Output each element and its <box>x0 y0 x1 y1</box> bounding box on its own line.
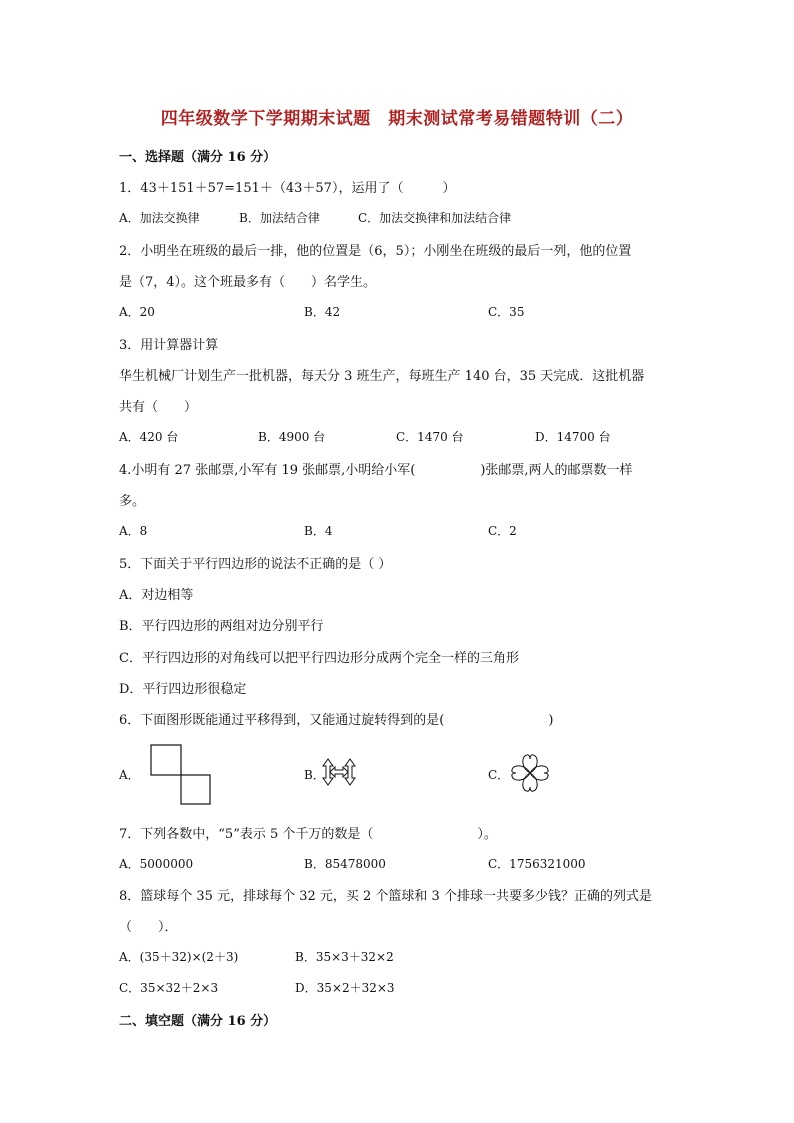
question-8-line-2: （ ）． <box>119 920 178 935</box>
two-squares-figure <box>150 744 212 806</box>
q7-option-a: A．5000000 <box>119 857 194 871</box>
question-3-stem: 3．用计算器计算 <box>119 338 219 353</box>
four-leaf-clover-figure <box>507 750 553 796</box>
question-2-line-2: 是（7，4）。这个班最多有（ ）名学生。 <box>119 275 377 290</box>
q8-option-c: C．35×32＋2×3 <box>119 981 219 995</box>
question-7-stem: 7．下列各数中，“5”表示 5 个千万的数是（ ）。 <box>119 827 497 842</box>
question-1-stem: 1．43＋151＋57=151＋（43＋57），运用了（ ） <box>119 181 456 196</box>
q4-option-c: C．2 <box>488 524 517 538</box>
q5-option-d: D．平行四边形很稳定 <box>119 682 247 697</box>
q1-option-b: B．加法结合律 <box>239 211 320 225</box>
q4-option-a: A．8 <box>119 524 148 538</box>
question-6-stem: 6．下面图形既能通过平移得到，又能通过旋转得到的是( ) <box>119 713 554 728</box>
page-title: 四年级数学下学期期末试题 期末测试常考易错题特训（二） <box>160 109 634 129</box>
q3-option-d: D．14700 台 <box>535 430 611 444</box>
question-2-line-1: 2．小明坐在班级的最后一排，他的位置是（6，5）；小刚坐在班级的最后一列，他的位置 <box>119 244 632 259</box>
question-5-stem: 5．下面关于平行四边形的说法不正确的是（ ） <box>119 557 392 572</box>
question-3-line-2: 共有（ ） <box>119 400 198 415</box>
q3-option-a: A．420 台 <box>119 430 179 444</box>
q8-option-a: A．(35＋32)×(2＋3) <box>119 950 239 964</box>
q6-option-c: C． <box>488 768 510 782</box>
q8-option-b: B．35×3＋32×2 <box>295 950 394 964</box>
q3-option-c: C．1470 台 <box>396 430 464 444</box>
arrow-pattern-figure <box>322 757 356 787</box>
section-heading-choice: 一、选择题（满分 16 分） <box>119 150 277 165</box>
question-4-line-2: 多。 <box>119 494 146 509</box>
q5-option-b: B．平行四边形的两组对边分别平行 <box>119 619 324 634</box>
q1-option-c: C．加法交换律和加法结合律 <box>358 211 512 225</box>
q7-option-b: B．85478000 <box>304 857 386 871</box>
question-3-line-1: 华生机械厂计划生产一批机器，每天分 3 班生产，每班生产 140 台，35 天完成．这批机器 <box>119 369 645 384</box>
question-8-line-1: 8．篮球每个 35 元，排球每个 32 元，买 2 个篮球和 3 个排球一共要多少钱？正确的列式是 <box>119 889 652 904</box>
section-heading-fill-in: 二、填空题（满分 16 分） <box>119 1014 277 1029</box>
q3-option-b: B．4900 台 <box>258 430 326 444</box>
q2-option-b: B．42 <box>304 305 341 319</box>
q2-option-a: A．20 <box>119 305 155 319</box>
q6-option-b: B． <box>304 768 325 782</box>
q7-option-c: C．1756321000 <box>488 857 586 871</box>
q1-option-a: A．加法交换律 <box>119 211 200 225</box>
q2-option-c: C．35 <box>488 305 525 319</box>
q4-option-b: B．4 <box>304 524 333 538</box>
q5-option-a: A．对边相等 <box>119 588 194 603</box>
q8-option-d: D．35×2＋32×3 <box>295 981 395 995</box>
q6-option-a: A． <box>119 768 140 782</box>
q5-option-c: C．平行四边形的对角线可以把平行四边形分成两个完全一样的三角形 <box>119 651 519 666</box>
question-4-line-1: 4.小明有 27 张邮票,小军有 19 张邮票,小明给小军( )张邮票,两人的邮票数一样 <box>119 463 633 478</box>
